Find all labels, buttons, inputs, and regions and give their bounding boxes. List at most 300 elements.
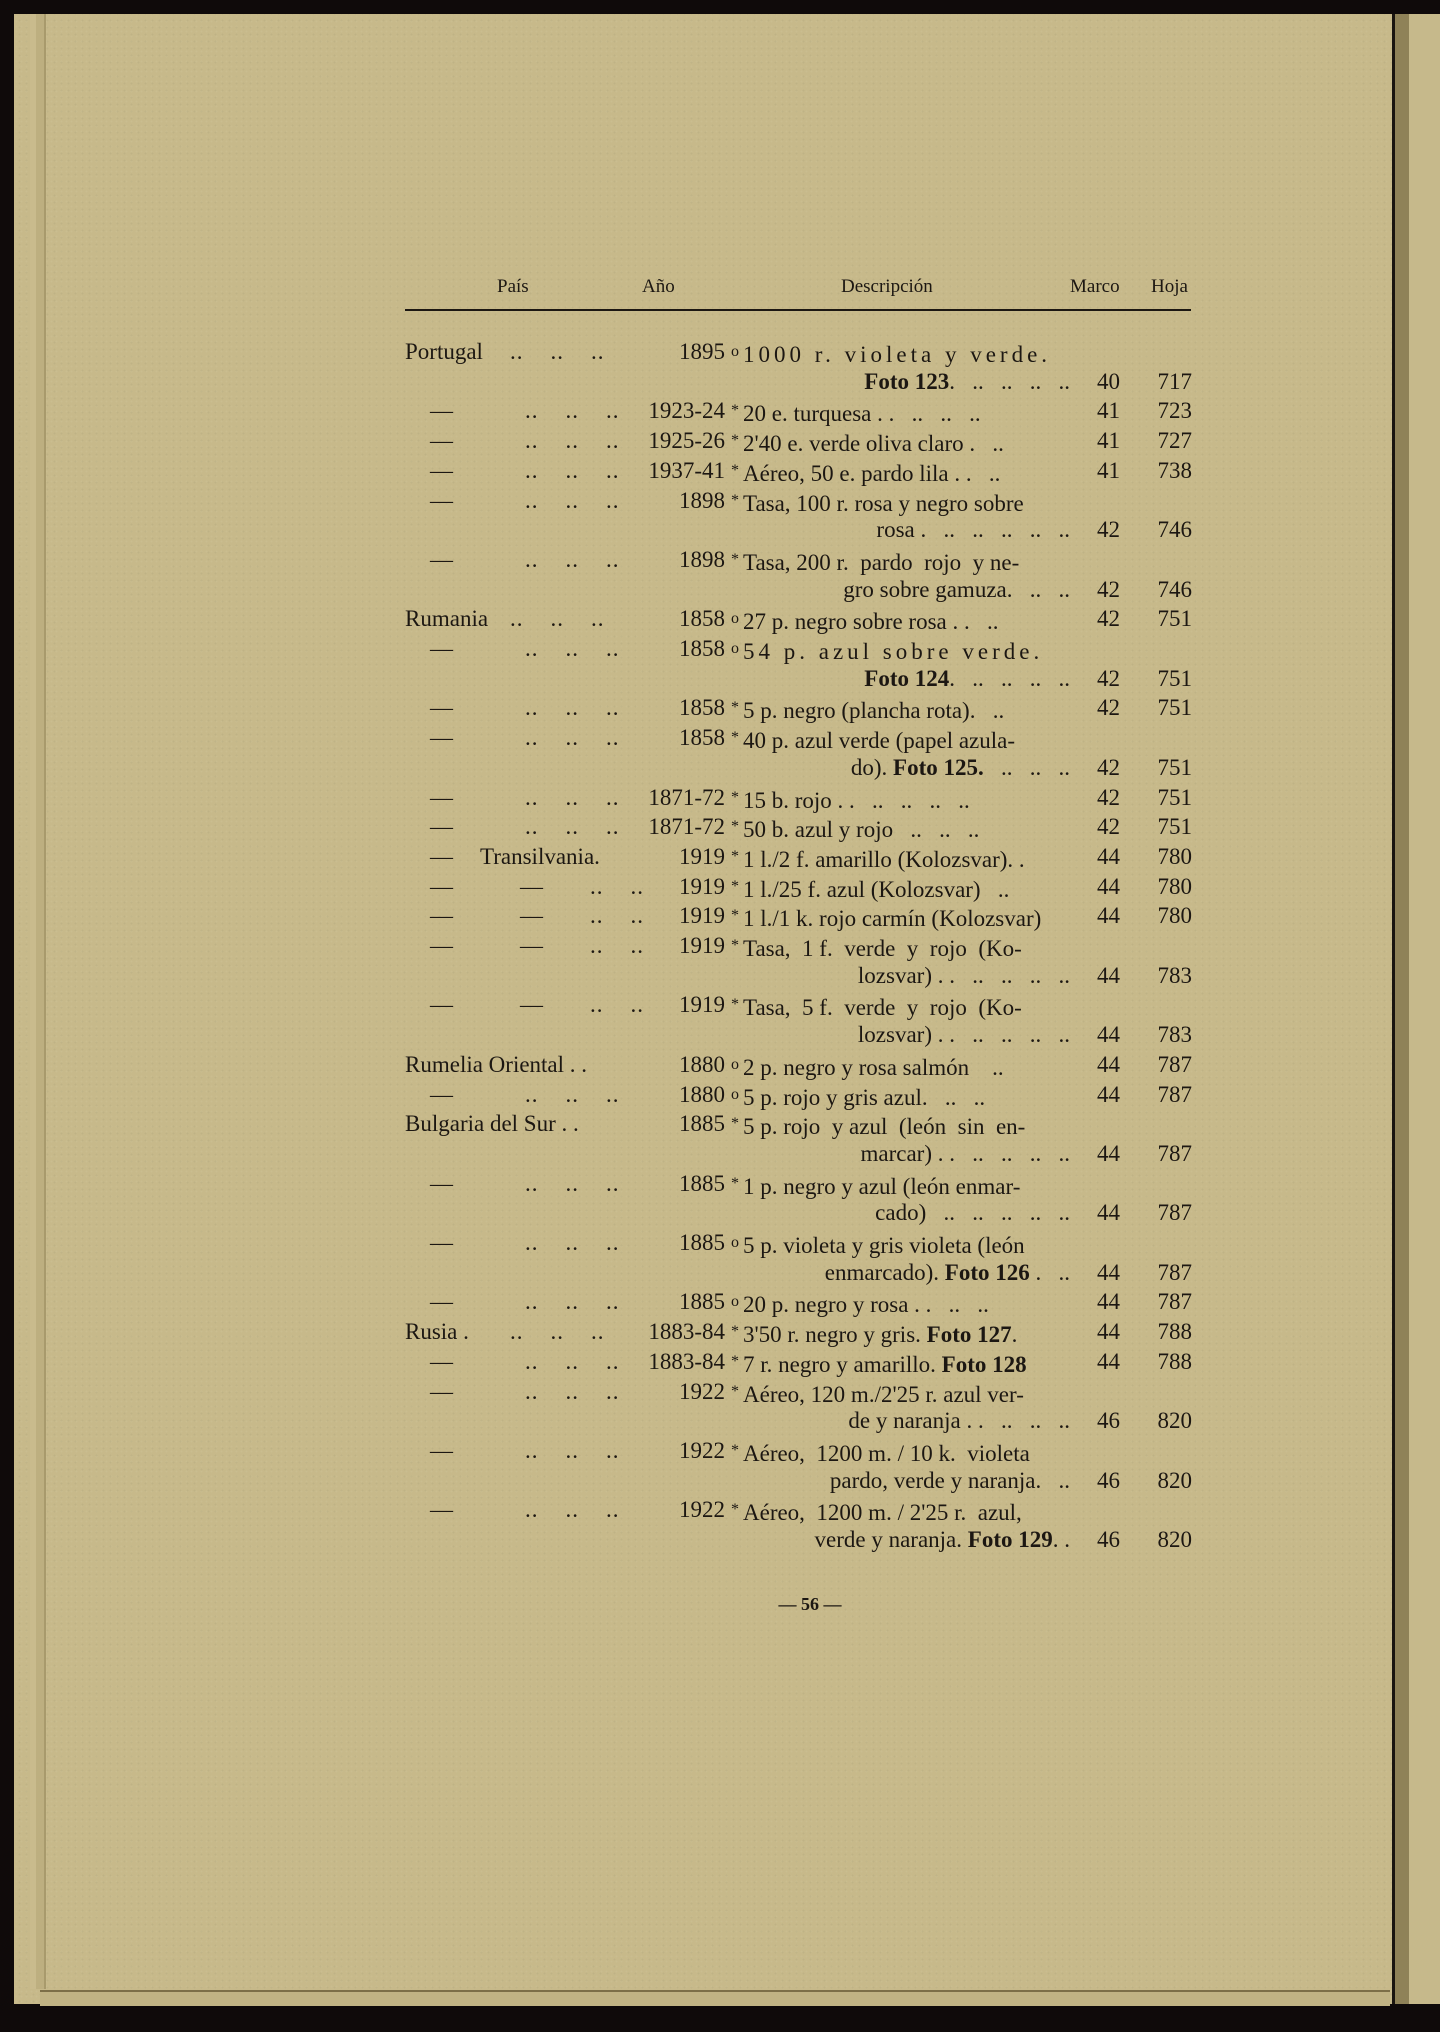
table-row-continuation xyxy=(405,1525,1200,1555)
used-stamp-mark: o xyxy=(731,1234,739,1251)
table-header xyxy=(405,276,1195,302)
hoja-number: 751 xyxy=(1157,814,1192,840)
country-ditto: — xyxy=(430,1348,453,1374)
country-name: Rumelia Oriental . . xyxy=(405,1051,588,1077)
leader-dots: .. .. .. xyxy=(525,695,620,721)
country-ditto: — xyxy=(430,784,453,810)
marco-number: 44 xyxy=(1097,873,1120,899)
marco-number: 44 xyxy=(1097,1081,1120,1107)
leader-dots: .. .. xyxy=(590,903,644,929)
description xyxy=(815,1525,1070,1555)
marco-number: 44 xyxy=(1097,1259,1120,1285)
unused-stamp-mark: * xyxy=(731,550,739,568)
year: 1895 xyxy=(679,339,725,364)
description-text: marcar) . . .. .. .. .. xyxy=(860,1140,1070,1166)
table-row-continuation xyxy=(405,367,1200,397)
table-row xyxy=(405,901,1200,931)
description xyxy=(864,367,1070,397)
description xyxy=(731,1317,1017,1350)
country-ditto: — xyxy=(430,487,453,513)
hoja-number: 783 xyxy=(1157,962,1192,988)
leader-dots: .. .. .. xyxy=(525,784,620,810)
leader-dots: .. .. .. xyxy=(510,339,605,364)
country-ditto: — xyxy=(430,1230,453,1255)
description xyxy=(731,1050,1004,1083)
description-text: do). xyxy=(850,754,894,780)
hoja-number: 787 xyxy=(1157,1081,1192,1107)
country-name: Rumania xyxy=(405,606,489,632)
description-text: Tasa, 100 r. rosa y negro sobre xyxy=(743,490,1024,516)
marco-number: 44 xyxy=(1097,962,1120,988)
marco-number: 42 xyxy=(1097,754,1120,780)
leader-dots: .. .. .. xyxy=(525,487,620,513)
hoja-number: 787 xyxy=(1157,1051,1192,1077)
year: 1919 xyxy=(679,843,725,869)
table-row xyxy=(405,1495,1200,1525)
description xyxy=(858,961,1070,991)
description xyxy=(731,872,1009,905)
description-text: 20 p. negro y rosa . . .. .. xyxy=(743,1292,989,1318)
marco-number: 42 xyxy=(1097,665,1120,691)
hoja-number: 780 xyxy=(1157,903,1192,929)
year: 1919 xyxy=(679,903,725,929)
hoja-number: 788 xyxy=(1157,1319,1192,1345)
description-text: . xyxy=(1011,1322,1018,1348)
leader-dots: .. .. .. xyxy=(525,1437,620,1463)
description-text: .. .. .. xyxy=(983,754,1070,780)
table-row-continuation xyxy=(405,575,1200,605)
photo-reference: Foto 125. xyxy=(893,754,984,780)
unused-stamp-mark: * xyxy=(731,729,739,747)
country-ditto: — xyxy=(430,1289,453,1315)
hoja-number: 727 xyxy=(1157,428,1192,454)
marco-number: 44 xyxy=(1097,1022,1120,1048)
description xyxy=(731,1109,1025,1142)
table-row-continuation xyxy=(405,961,1200,991)
hoja-number: 783 xyxy=(1157,1022,1192,1048)
country-ditto: — xyxy=(430,1497,453,1523)
hoja-number: 738 xyxy=(1157,457,1192,483)
marco-number: 46 xyxy=(1097,1467,1120,1493)
table-row-continuation xyxy=(405,1020,1200,1050)
header-rule xyxy=(405,309,1191,311)
unused-stamp-mark: * xyxy=(731,1441,739,1459)
hoja-number: 751 xyxy=(1157,665,1192,691)
description-text: cado) .. .. .. .. .. xyxy=(875,1200,1070,1226)
description xyxy=(731,901,1041,934)
description xyxy=(731,1377,1024,1410)
description xyxy=(731,723,1015,756)
photo-reference: Foto 128 xyxy=(941,1351,1027,1377)
used-stamp-mark: o xyxy=(731,1293,739,1311)
country-ditto: — xyxy=(430,725,453,751)
used-stamp-mark: o xyxy=(731,343,739,360)
description-text: Aéreo, 120 m./2'25 r. azul ver- xyxy=(743,1381,1024,1407)
used-stamp-mark: o xyxy=(731,610,739,628)
marco-number: 42 xyxy=(1097,576,1120,602)
table-row xyxy=(405,1287,1200,1317)
description xyxy=(731,783,970,816)
description-text: Aéreo, 1200 m. / 10 k. violeta xyxy=(743,1440,1030,1466)
year: 1919 xyxy=(679,992,725,1018)
table-row xyxy=(405,783,1200,813)
header-marco: Marco xyxy=(1070,276,1120,297)
page-number: — 56 — xyxy=(778,1594,842,1614)
table-row xyxy=(405,1347,1200,1377)
hoja-number: 820 xyxy=(1157,1527,1192,1552)
marco-number: 40 xyxy=(1097,368,1120,394)
description xyxy=(731,931,1022,964)
description xyxy=(731,545,1019,578)
marco-number: 42 xyxy=(1097,784,1120,810)
table-row xyxy=(405,1050,1200,1080)
table-row xyxy=(405,634,1200,664)
description-text: 3'50 r. negro y gris. xyxy=(743,1322,927,1348)
photo-reference: Foto 129 xyxy=(967,1527,1053,1552)
photo-reference: Foto 127 xyxy=(926,1322,1012,1348)
region-ditto: — xyxy=(520,873,543,899)
year: 1923-24 xyxy=(648,398,725,424)
year: 1858 xyxy=(679,695,725,721)
description xyxy=(731,337,1051,370)
marco-number: 42 xyxy=(1097,517,1120,543)
year: 1898 xyxy=(679,546,725,572)
year: 1883-84 xyxy=(648,1348,725,1374)
year: 1919 xyxy=(679,933,725,958)
country-name: Rusia . xyxy=(405,1319,469,1345)
marco-number: 44 xyxy=(1097,1289,1120,1315)
description xyxy=(731,396,981,429)
used-stamp-mark: o xyxy=(731,1055,739,1073)
year: 1919 xyxy=(679,873,725,899)
table-row xyxy=(405,693,1200,723)
description xyxy=(731,1169,1020,1202)
description-text: 5 p. negro (plancha rota). .. xyxy=(743,698,1005,724)
year: 1937-41 xyxy=(648,457,725,483)
description xyxy=(861,1139,1071,1169)
unused-stamp-mark: * xyxy=(731,699,739,717)
description xyxy=(825,1258,1070,1288)
photo-reference: Foto 126 xyxy=(944,1259,1030,1285)
country-ditto: — xyxy=(430,457,453,483)
marco-number: 42 xyxy=(1097,695,1120,721)
table-row xyxy=(405,1169,1200,1199)
table-row-continuation xyxy=(405,664,1200,694)
country-ditto: — xyxy=(430,695,453,721)
hoja-number: 787 xyxy=(1157,1289,1192,1315)
year: 1883-84 xyxy=(648,1319,725,1345)
marco-number: 46 xyxy=(1097,1527,1120,1552)
unused-stamp-mark: * xyxy=(731,491,739,509)
year: 1898 xyxy=(679,487,725,513)
leader-dots: .. .. .. xyxy=(525,1289,620,1315)
country-ditto: — xyxy=(430,1378,453,1404)
description-text: 50 b. azul y rojo .. .. .. xyxy=(743,817,980,843)
country-ditto: — xyxy=(430,1081,453,1107)
description-text: 5 p. rojo y gris azul. .. .. xyxy=(743,1084,986,1110)
leader-dots: .. .. .. xyxy=(525,457,620,483)
unused-stamp-mark: * xyxy=(731,907,739,925)
description-text: 20 e. turquesa . . .. .. .. xyxy=(743,401,981,427)
country-ditto: — xyxy=(430,814,453,840)
hoja-number: 723 xyxy=(1157,398,1192,424)
year: 1925-26 xyxy=(648,428,725,454)
description-text: 5 p. violeta y gris violeta (león xyxy=(743,1233,1025,1258)
unused-stamp-mark: * xyxy=(731,788,739,806)
description-text: 1 l./25 f. azul (Kolozsvar) .. xyxy=(743,876,1010,902)
hoja-number: 717 xyxy=(1157,368,1192,394)
table-row xyxy=(405,396,1200,426)
leader-dots: .. .. .. xyxy=(525,814,620,840)
description xyxy=(731,486,1024,519)
description-text: rosa . .. .. .. .. .. xyxy=(876,517,1070,543)
hoja-number: 787 xyxy=(1157,1200,1192,1226)
description-text: verde y naranja. xyxy=(814,1527,968,1552)
marco-number: 44 xyxy=(1097,1140,1120,1166)
description-text: 5 p. rojo y azul (león sin en- xyxy=(743,1114,1026,1140)
country-ditto: — xyxy=(430,636,453,661)
country-ditto: — xyxy=(430,1170,453,1196)
year: 1885 xyxy=(679,1170,725,1196)
unused-stamp-mark: * xyxy=(731,1501,739,1519)
unused-stamp-mark: * xyxy=(731,996,739,1014)
table-row xyxy=(405,1317,1200,1347)
table-row xyxy=(405,723,1200,753)
description-text: 2 p. negro y rosa salmón .. xyxy=(743,1054,1004,1080)
marco-number: 46 xyxy=(1097,1408,1120,1434)
country-ditto: — xyxy=(430,933,453,958)
used-stamp-mark: o xyxy=(731,640,739,657)
marco-number: 44 xyxy=(1097,1348,1120,1374)
table-row xyxy=(405,337,1200,367)
marco-number: 42 xyxy=(1097,606,1120,632)
description xyxy=(731,634,1043,667)
year: 1858 xyxy=(679,725,725,751)
hoja-number: 780 xyxy=(1157,843,1192,869)
description-text: Aéreo, 50 e. pardo lila . . .. xyxy=(743,460,1001,486)
year: 1858 xyxy=(679,636,725,661)
page-stack-bottom-edge xyxy=(40,1990,1390,2006)
table-row xyxy=(405,545,1200,575)
unused-stamp-mark: * xyxy=(731,1323,739,1341)
leader-dots: .. .. xyxy=(590,933,644,958)
leader-dots: .. .. .. xyxy=(525,546,620,572)
leader-dots: .. .. .. xyxy=(525,1081,620,1107)
description-text: lozsvar) . . .. .. .. .. xyxy=(857,962,1070,988)
leader-dots: .. .. .. xyxy=(525,398,620,424)
description-text: . . xyxy=(1052,1527,1070,1552)
country-ditto: — xyxy=(430,1437,453,1463)
unused-stamp-mark: * xyxy=(731,1352,739,1370)
description xyxy=(843,575,1070,605)
unused-stamp-mark: * xyxy=(731,847,739,865)
table-row xyxy=(405,1080,1200,1110)
leader-dots: .. .. .. xyxy=(525,725,620,751)
table-row-continuation xyxy=(405,1198,1200,1228)
marco-number: 41 xyxy=(1097,398,1120,424)
country-ditto: — xyxy=(430,428,453,454)
marco-number: 41 xyxy=(1097,457,1120,483)
description-text: . .. .. .. .. xyxy=(949,665,1070,691)
leader-dots: .. .. .. xyxy=(525,1378,620,1404)
table-row xyxy=(405,931,1200,961)
description xyxy=(858,1020,1070,1050)
description-text: 1000 r. violeta y verde. xyxy=(743,342,1052,367)
hoja-number: 820 xyxy=(1157,1467,1192,1493)
description-text: Tasa, 1 f. verde y rojo (Ko- xyxy=(743,936,1022,961)
description xyxy=(876,515,1070,545)
country-ditto: — xyxy=(430,873,453,899)
country-ditto: — xyxy=(430,992,453,1018)
year: 1871-72 xyxy=(648,814,725,840)
header-anio: Año xyxy=(642,276,675,297)
table-row-continuation xyxy=(405,753,1200,783)
page-stack-left-edge xyxy=(14,14,46,1989)
marco-number: 44 xyxy=(1097,1319,1120,1345)
description xyxy=(731,842,1025,875)
marco-number: 41 xyxy=(1097,428,1120,454)
description xyxy=(864,664,1070,694)
unused-stamp-mark: * xyxy=(731,877,739,895)
photo-reference: Foto 124 xyxy=(864,665,950,691)
table-row xyxy=(405,456,1200,486)
year: 1922 xyxy=(679,1437,725,1463)
header-hoja: Hoja xyxy=(1151,276,1188,297)
year: 1858 xyxy=(679,606,725,632)
unused-stamp-mark: * xyxy=(731,432,739,450)
marco-number: 44 xyxy=(1097,903,1120,929)
table-row xyxy=(405,990,1200,1020)
header-descripcion: Descripción xyxy=(841,276,933,297)
leader-dots: .. .. xyxy=(590,992,644,1018)
table-row xyxy=(405,872,1200,902)
unused-stamp-mark: * xyxy=(731,1382,739,1400)
description-text: 7 r. negro y amarillo. xyxy=(743,1351,942,1377)
description-text: 40 p. azul verde (papel azula- xyxy=(743,728,1016,754)
country-ditto: — xyxy=(430,843,453,869)
region-ditto: — xyxy=(520,903,543,929)
table-row-continuation xyxy=(405,1466,1200,1496)
book-gutter xyxy=(1392,14,1395,2004)
region-ditto: — xyxy=(520,992,543,1018)
leader-dots: .. .. .. xyxy=(525,428,620,454)
country-ditto: — xyxy=(430,903,453,929)
hoja-number: 780 xyxy=(1157,873,1192,899)
table-row-continuation xyxy=(405,1139,1200,1169)
description xyxy=(848,1406,1070,1436)
description xyxy=(830,1466,1070,1496)
table-row xyxy=(405,842,1200,872)
description-text: 27 p. negro sobre rosa . . .. xyxy=(743,609,999,635)
description-text: Tasa, 200 r. pardo rojo y ne- xyxy=(743,549,1020,575)
description xyxy=(851,753,1070,783)
description-text: pardo, verde y naranja. .. xyxy=(829,1467,1070,1493)
description xyxy=(731,1347,1027,1380)
table-row-continuation xyxy=(405,515,1200,545)
table-row xyxy=(405,486,1200,516)
description xyxy=(731,990,1022,1023)
leader-dots: .. .. .. xyxy=(510,1319,605,1345)
description xyxy=(731,1080,985,1113)
hoja-number: 751 xyxy=(1157,754,1192,780)
unused-stamp-mark: * xyxy=(731,461,739,479)
region-ditto: — xyxy=(520,933,543,958)
description-text: de y naranja . . .. .. .. xyxy=(848,1408,1070,1434)
hoja-number: 746 xyxy=(1157,517,1192,543)
description xyxy=(875,1198,1070,1228)
hoja-number: 788 xyxy=(1157,1348,1192,1374)
year: 1885 xyxy=(679,1289,725,1315)
description-text: Aéreo, 1200 m. / 2'25 r. azul, xyxy=(743,1500,1022,1526)
description-text: 1 l./2 f. amarillo (Kolozsvar). . xyxy=(743,846,1025,872)
hoja-number: 751 xyxy=(1157,695,1192,721)
table-row-continuation xyxy=(405,1406,1200,1436)
description-text: 54 p. azul sobre verde. xyxy=(743,639,1044,664)
marco-number: 44 xyxy=(1097,1051,1120,1077)
hoja-number: 746 xyxy=(1157,576,1192,602)
table-row xyxy=(405,604,1200,634)
description-text: . .. xyxy=(1029,1259,1070,1285)
leader-dots: .. .. .. xyxy=(525,1230,620,1255)
leader-dots: .. .. .. xyxy=(525,1170,620,1196)
description xyxy=(731,812,979,845)
year: 1880 xyxy=(679,1081,725,1107)
description-text: enmarcado). xyxy=(824,1259,945,1285)
gutter-shadow xyxy=(1395,14,1409,2004)
unused-stamp-mark: * xyxy=(731,1174,739,1192)
hoja-number: 751 xyxy=(1157,784,1192,810)
year: 1880 xyxy=(679,1051,725,1077)
year: 1885 xyxy=(679,1230,725,1255)
country-ditto: — xyxy=(430,398,453,424)
table-row xyxy=(405,1377,1200,1407)
description xyxy=(731,1287,989,1320)
description-text: gro sobre gamuza. .. .. xyxy=(843,576,1070,602)
description xyxy=(731,1436,1030,1469)
description-text: . .. .. .. .. xyxy=(949,368,1070,394)
unused-stamp-mark: * xyxy=(731,818,739,836)
hoja-number: 787 xyxy=(1157,1259,1192,1285)
description-text: 2'40 e. verde oliva claro . .. xyxy=(743,431,1004,457)
unused-stamp-mark: * xyxy=(731,1115,739,1133)
description xyxy=(731,426,1004,459)
region-name: Transilvania. xyxy=(480,843,600,869)
leader-dots: .. .. .. xyxy=(510,606,605,632)
marco-number: 42 xyxy=(1097,814,1120,840)
description xyxy=(731,1495,1022,1528)
table-row-continuation xyxy=(405,1258,1200,1288)
table-row xyxy=(405,1436,1200,1466)
table-row xyxy=(405,426,1200,456)
used-stamp-mark: o xyxy=(731,1085,739,1103)
description-text: 1 p. negro y azul (león enmar- xyxy=(743,1173,1021,1199)
leader-dots: .. .. .. xyxy=(525,1497,620,1523)
country-name: Bulgaria del Sur . . xyxy=(405,1111,579,1137)
description-text: 1 l./1 k. rojo carmín (Kolozsvar) xyxy=(743,906,1042,932)
description xyxy=(731,456,1000,489)
table-row xyxy=(405,812,1200,842)
unused-stamp-mark: * xyxy=(731,402,739,420)
year: 1922 xyxy=(679,1378,725,1404)
hoja-number: 751 xyxy=(1157,606,1192,632)
leader-dots: .. .. .. xyxy=(525,1348,620,1374)
leader-dots: .. .. xyxy=(590,873,644,899)
description xyxy=(731,693,1004,726)
leader-dots: .. .. .. xyxy=(525,636,620,661)
header-pais: País xyxy=(497,276,529,297)
description-text: 15 b. rojo . . .. .. .. .. xyxy=(743,787,970,813)
country-name: Portugal xyxy=(405,339,483,364)
